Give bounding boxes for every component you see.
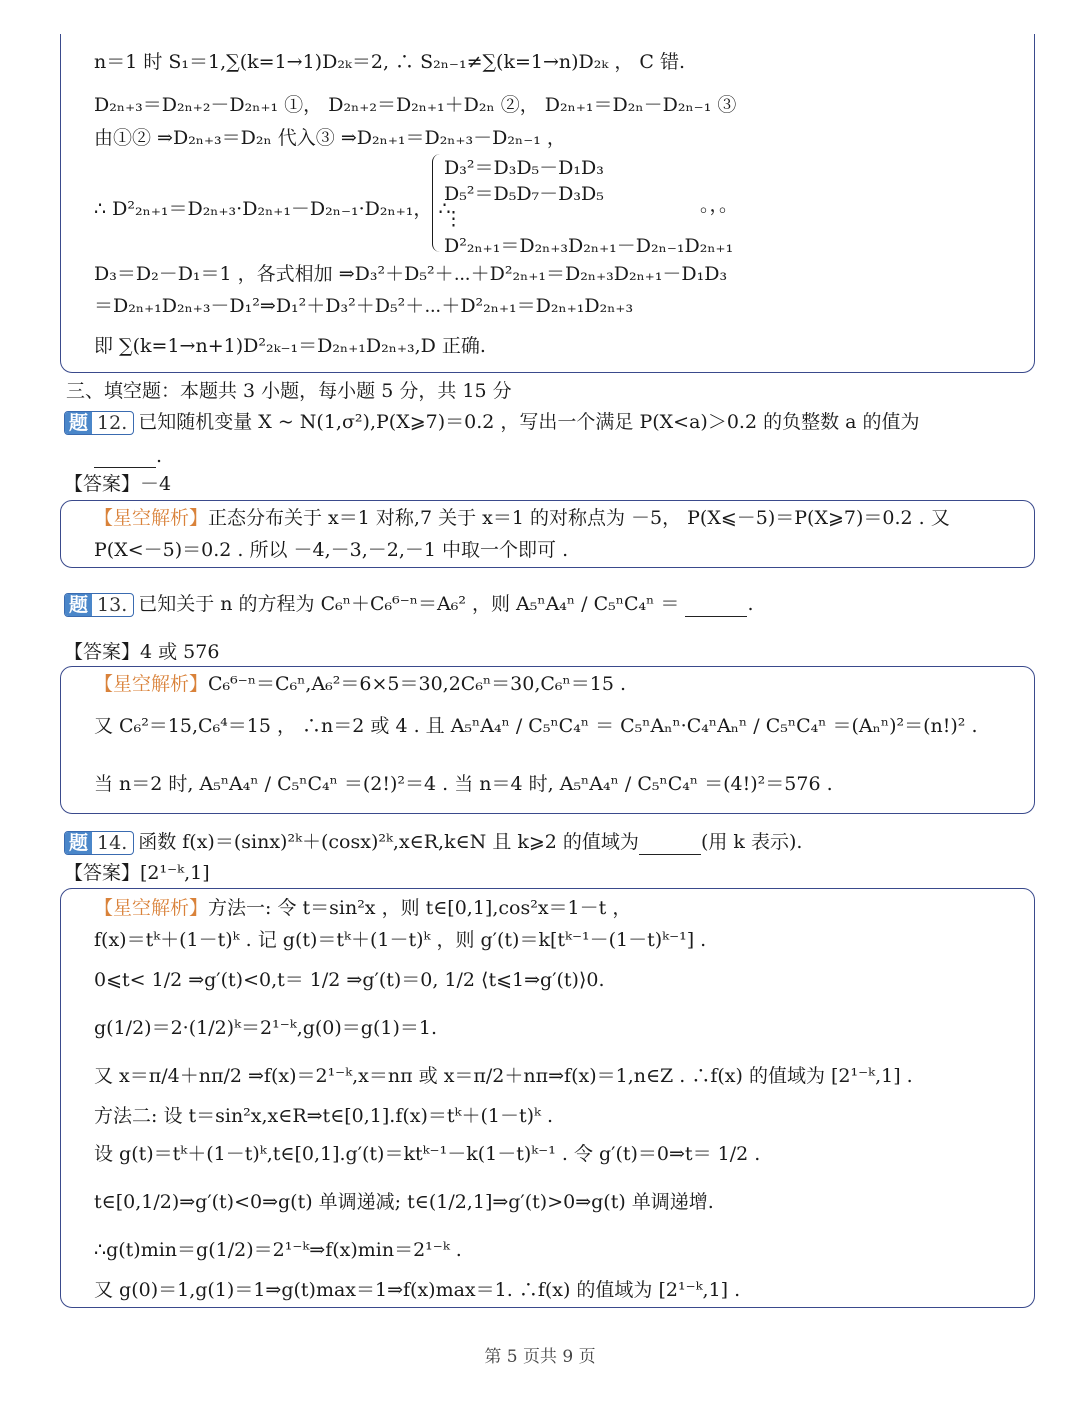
- system-equation: D₅²＝D₅D₇－D₃D₅: [444, 183, 604, 205]
- analysis-line: 方法二: 设 t＝sin²x,x∈R⇒t∈[0,1].f(x)＝tᵏ＋(1－t)ᵏ .: [94, 1105, 554, 1127]
- analysis-line: 【星空解析】正态分布关于 x＝1 对称,7 关于 x＝1 的对称点为 －5， P(X⩽－5)＝P(X⩾7)＝0.2 . 又: [94, 507, 950, 529]
- analysis-line: 当 n＝2 时, A₅ⁿA₄ⁿ / C₅ⁿC₄ⁿ ＝(2!)²＝4 . 当 n＝4 时, A₅ⁿA₄ⁿ / C₅ⁿC₄ⁿ ＝(4!)²＝576 .: [94, 773, 833, 795]
- solution-line: ∴ D²₂ₙ₊₁＝D₂ₙ₊₃·D₂ₙ₊₁－D₂ₙ₋₁·D₂ₙ₊₁， ∴: [94, 198, 451, 220]
- solution-line: D₃＝D₂－D₁＝1 ，各式相加 ⇒D₃²＋D₅²＋⋯＋D²₂ₙ₊₁＝D₂ₙ₊₃D₂ₙ₊₁－D₁D₃: [94, 263, 728, 285]
- answer-14: 【答案】[2¹⁻ᵏ,1]: [64, 862, 210, 884]
- question-14: 题 14. 函数 f(x)＝(sinx)²ᵏ＋(cosx)²ᵏ,x∈R,k∈N 且 k⩾2 的值域为 (用 k 表示).: [64, 830, 802, 855]
- analysis-line: 设 g(t)＝tᵏ＋(1－t)ᵏ,t∈[0,1].g′(t)＝ktᵏ⁻¹－k(1－t)ᵏ⁻¹ . 令 g′(t)＝0⇒t＝ 1/2 .: [94, 1143, 761, 1165]
- analysis-line: 0⩽t< 1/2 ⇒g′(t)<0,t＝ 1/2 ⇒g′(t)＝0, 1/2 ⟨t⩽1⇒g′(t)⟩0.: [94, 969, 605, 991]
- solution-line: 即 ∑(k=1→n+1)D²₂ₖ₋₁＝D₂ₙ₊₁D₂ₙ₊₃,D 正确.: [94, 335, 486, 357]
- analysis-line: 又 C₆²＝15,C₆⁴＝15 ， ∴n＝2 或 4 . 且 A₅ⁿA₄ⁿ / C₅ⁿC₄ⁿ ＝ C₅ⁿAₙⁿ·C₄ⁿAₙⁿ / C₅ⁿC₄ⁿ ＝(Aₙⁿ)²＝(n!)² .: [94, 715, 978, 737]
- page-number: 第 5 页共 9 页: [484, 1347, 596, 1367]
- analysis-line: 【星空解析】方法一: 令 t＝sin²x ，则 t∈[0,1],cos²x＝1－t ，: [94, 897, 632, 919]
- analysis-line: 【星空解析】C₆⁶⁻ⁿ＝C₆ⁿ,A₆²＝6×5＝30,2C₆ⁿ＝30,C₆ⁿ＝15 .: [94, 673, 627, 695]
- analysis-line: 又 g(0)＝1,g(1)＝1⇒g(t)max＝1⇒f(x)max＝1. ∴f(x) 的值域为 [2¹⁻ᵏ,1] .: [94, 1279, 741, 1301]
- question-13: 题 13. 已知关于 n 的方程为 C₆ⁿ＋C₆⁶⁻ⁿ＝A₆² ，则 A₅ⁿA₄ⁿ / C₅ⁿC₄ⁿ ＝ .: [64, 592, 754, 617]
- section-header: 三、填空题：本题共 3 小题，每小题 5 分，共 15 分: [66, 380, 512, 402]
- system-ellipsis: ⋮: [444, 208, 463, 230]
- system-equation: D₃²＝D₃D₅－D₁D₃: [444, 157, 604, 179]
- analysis-line: 又 x＝π/4＋nπ/2 ⇒f(x)＝2¹⁻ᵏ,x＝nπ 或 x＝π/2＋nπ⇒f(x)＝1,n∈Z . ∴f(x) 的值域为 [2¹⁻ᵏ,1] .: [94, 1065, 913, 1087]
- system-equation: D²₂ₙ₊₁＝D₂ₙ₊₃D₂ₙ₊₁－D₂ₙ₋₁D₂ₙ₊₁: [444, 235, 734, 257]
- answer-blank[interactable]: [685, 598, 747, 617]
- solution-line: 由①② ⇒D₂ₙ₊₃＝D₂ₙ 代入③ ⇒D₂ₙ₊₁＝D₂ₙ₊₃－D₂ₙ₋₁ ，: [94, 127, 566, 149]
- solution-line: D₂ₙ₊₃＝D₂ₙ₊₂－D₂ₙ₊₁ ①， D₂ₙ₊₂＝D₂ₙ₊₁＋D₂ₙ ②， D₂ₙ₊₁＝D₂ₙ－D₂ₙ₋₁ ③: [94, 94, 737, 116]
- answer-blank[interactable]: [94, 449, 156, 468]
- analysis-line: g(1/2)＝2·(1/2)ᵏ＝2¹⁻ᵏ,g(0)＝g(1)＝1.: [94, 1017, 438, 1039]
- question-tag: 题 12.: [64, 411, 134, 435]
- analysis-line: ∴g(t)min＝g(1/2)＝2¹⁻ᵏ⇒f(x)min＝2¹⁻ᵏ .: [94, 1239, 462, 1261]
- answer-12: 【答案】－4: [64, 473, 172, 495]
- question-tag: 题 14.: [64, 831, 134, 855]
- solution-line: ＝D₂ₙ₊₁D₂ₙ₊₃－D₁²⇒D₁²＋D₃²＋D₅²＋⋯＋D²₂ₙ₊₁＝D₂ₙ₊₁D₂ₙ₊₃: [94, 295, 634, 317]
- answer-blank-line: .: [94, 444, 162, 468]
- solution-line: n＝1 时 S₁＝1,∑(k=1→1)D₂ₖ＝2, ∴ S₂ₙ₋₁≠∑(k=1→n)D₂ₖ ， C 错.: [94, 51, 686, 73]
- answer-blank[interactable]: [639, 836, 701, 855]
- answer-13: 【答案】4 或 576: [64, 641, 220, 663]
- question-tag: 题 13.: [64, 593, 134, 617]
- analysis-line: t∈[0,1/2)⇒g′(t)<0⇒g(t) 单调递减; t∈(1/2,1]⇒g′(t)>0⇒g(t) 单调递增.: [94, 1191, 714, 1213]
- solution-line: 。，。: [700, 194, 739, 216]
- analysis-line: P(X<－5)＝0.2 . 所以 －4,－3,－2,－1 中取一个即可 .: [94, 539, 569, 561]
- analysis-line: f(x)＝tᵏ＋(1－t)ᵏ . 记 g(t)＝tᵏ＋(1－t)ᵏ ，则 g′(t)＝k[tᵏ⁻¹－(1－t)ᵏ⁻¹] .: [94, 929, 707, 951]
- question-12: 题 12. 已知随机变量 X ~ N(1,σ²),P(X⩾7)＝0.2 ，写出一个满足 P(X<a)＞0.2 的负整数 a 的值为: [64, 410, 920, 435]
